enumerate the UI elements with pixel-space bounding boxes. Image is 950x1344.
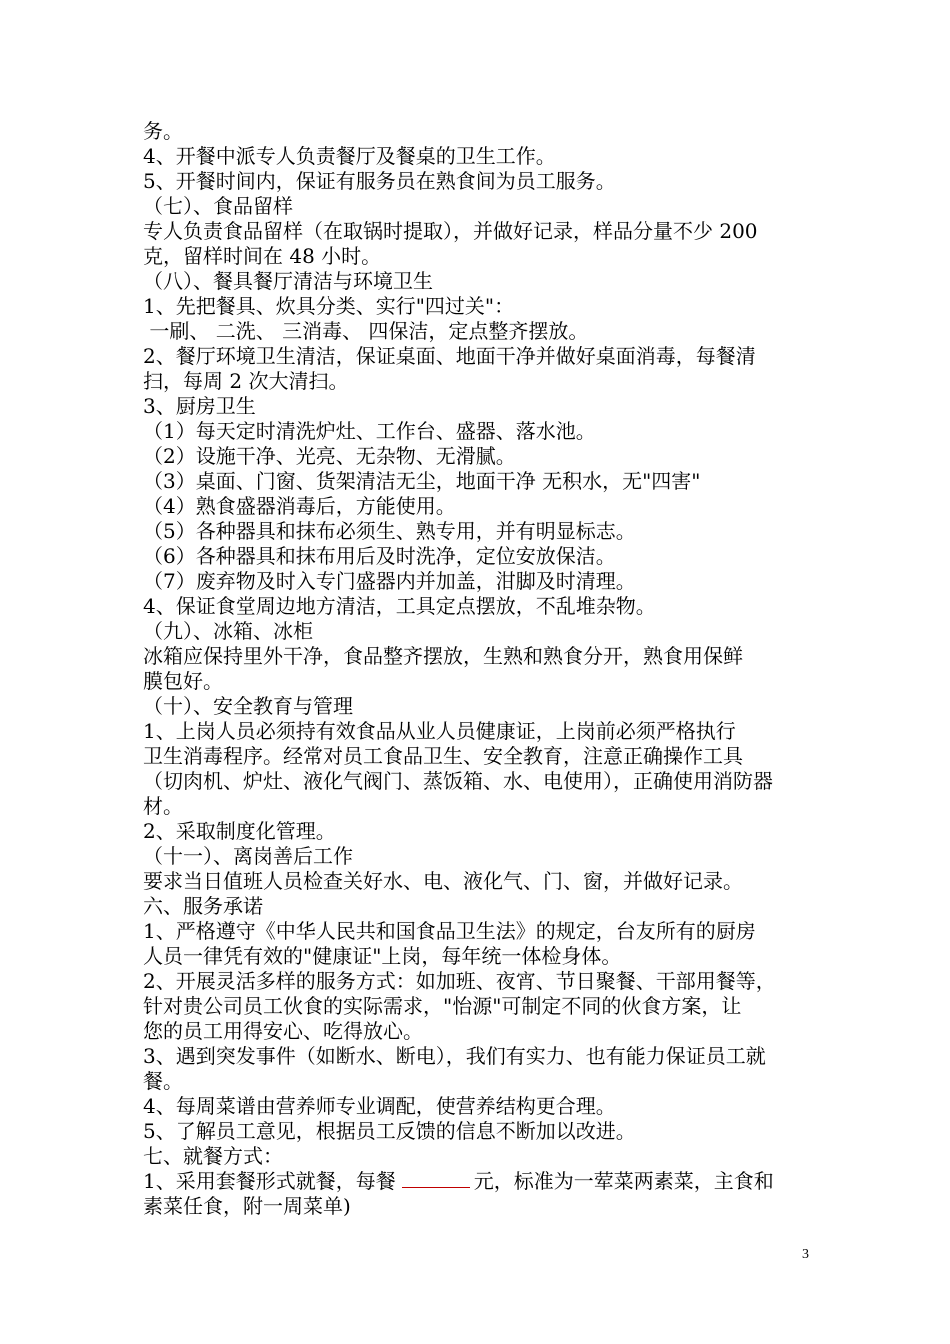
- section-heading: （八）、餐具餐厅清洁与环境卫生: [143, 269, 433, 293]
- text-line: 4、开餐中派专人负责餐厅及餐桌的卫生工作。: [143, 144, 556, 168]
- list-item: （2）设施干净、光亮、无杂物、无滑腻。: [143, 444, 516, 468]
- text-line: 冰箱应保持里外干净，食品整齐摆放，生熟和熟食分开，熟食用保鲜: [143, 644, 743, 668]
- meal-price-prefix: 1、采用套餐形式就餐，每餐: [143, 1169, 396, 1193]
- text-line: 针对贵公司员工伙食的实际需求，"怡源"可制定不同的伙食方案，让: [143, 994, 742, 1018]
- meal-price-suffix: 元，标准为一荤菜两素菜，主食和: [473, 1169, 774, 1193]
- text-line: （切肉机、炉灶、液化气阀门、蒸饭箱、水、电使用），正确使用消防器: [143, 769, 773, 793]
- text-line: 要求当日值班人员检查关好水、电、液化气、门、窗，并做好记录。: [143, 869, 743, 893]
- text-line: 膜包好。: [143, 669, 223, 693]
- section-heading: （十）、安全教育与管理: [143, 694, 353, 718]
- text-line: 材。: [143, 794, 183, 818]
- meal-price-line: [143, 1169, 813, 1194]
- text-line: 4、保证食堂周边地方清洁，工具定点摆放，不乱堆杂物。: [143, 594, 656, 618]
- text-line: 您的员工用得安心、吃得放心。: [143, 1019, 423, 1043]
- text-line: 2、开展灵活多样的服务方式：如加班、夜宵、节日聚餐、干部用餐等，: [143, 969, 776, 993]
- text-line: 素菜任食，附一周菜单): [143, 1194, 351, 1218]
- text-line: 5、了解员工意见，根据员工反馈的信息不断加以改进。: [143, 1119, 636, 1143]
- list-item: （1）每天定时清洗炉灶、工作台、盛器、落水池。: [143, 419, 596, 443]
- text-line: 1、严格遵守《中华人民共和国食品卫生法》的规定，台友所有的厨房: [143, 919, 756, 943]
- text-line: 3、遇到突发事件（如断水、断电），我们有实力、也有能力保证员工就: [143, 1044, 766, 1068]
- text-line: 4、每周菜谱由营养师专业调配，使营养结构更合理。: [143, 1094, 616, 1118]
- section-heading: （九）、冰箱、冰柜: [143, 619, 313, 643]
- list-item: （7）废弃物及时入专门盛器内并加盖，泔脚及时清理。: [143, 569, 636, 593]
- chapter-heading: 七、就餐方式：: [143, 1144, 283, 1168]
- text-line: 1、上岗人员必须持有效食品从业人员健康证，上岗前必须严格执行: [143, 719, 736, 743]
- list-item: （4）熟食盛器消毒后，方能使用。: [143, 494, 456, 518]
- text-line: 扫，每周 2 次大清扫。: [143, 369, 349, 393]
- text-line: 专人负责食品留样（在取锅时提取），并做好记录，样品分量不少 200: [143, 219, 758, 243]
- text-line: 5、开餐时间内，保证有服务员在熟食间为员工服务。: [143, 169, 616, 193]
- text-line: 卫生消毒程序。经常对员工食品卫生、安全教育，注意正确操作工具: [143, 744, 743, 768]
- subsection-heading: 3、厨房卫生: [143, 394, 256, 418]
- chapter-heading: 六、服务承诺: [143, 894, 263, 918]
- section-heading: （七）、食品留样: [143, 194, 293, 218]
- text-line: 餐。: [143, 1069, 183, 1093]
- price-blank-underline: [402, 1169, 470, 1188]
- document-body: [143, 119, 813, 1219]
- text-line: 2、采取制度化管理。: [143, 819, 336, 843]
- list-item: （6）各种器具和抹布用后及时洗净，定位安放保洁。: [143, 544, 616, 568]
- text-line: 一刷、 二洗、 三消毒、 四保洁，定点整齐摆放。: [143, 319, 589, 343]
- text-line: 克，留样时间在 48 小时。: [143, 244, 382, 268]
- section-heading: （十一）、离岗善后工作: [143, 844, 353, 868]
- list-item: （3）桌面、门窗、货架清洁无尘，地面干净 无积水，无"四害": [143, 469, 701, 493]
- page-number: 3: [802, 1247, 809, 1262]
- text-line: 人员一律凭有效的"健康证"上岗，每年统一体检身体。: [143, 944, 622, 968]
- list-item: （5）各种器具和抹布必须生、熟专用，并有明显标志。: [143, 519, 636, 543]
- text-line: 务。: [143, 119, 183, 143]
- text-line: 2、餐厅环境卫生清洁，保证桌面、地面干净并做好桌面消毒，每餐清: [143, 344, 756, 368]
- text-line: 1、先把餐具、炊具分类、实行"四过关"：: [143, 294, 515, 318]
